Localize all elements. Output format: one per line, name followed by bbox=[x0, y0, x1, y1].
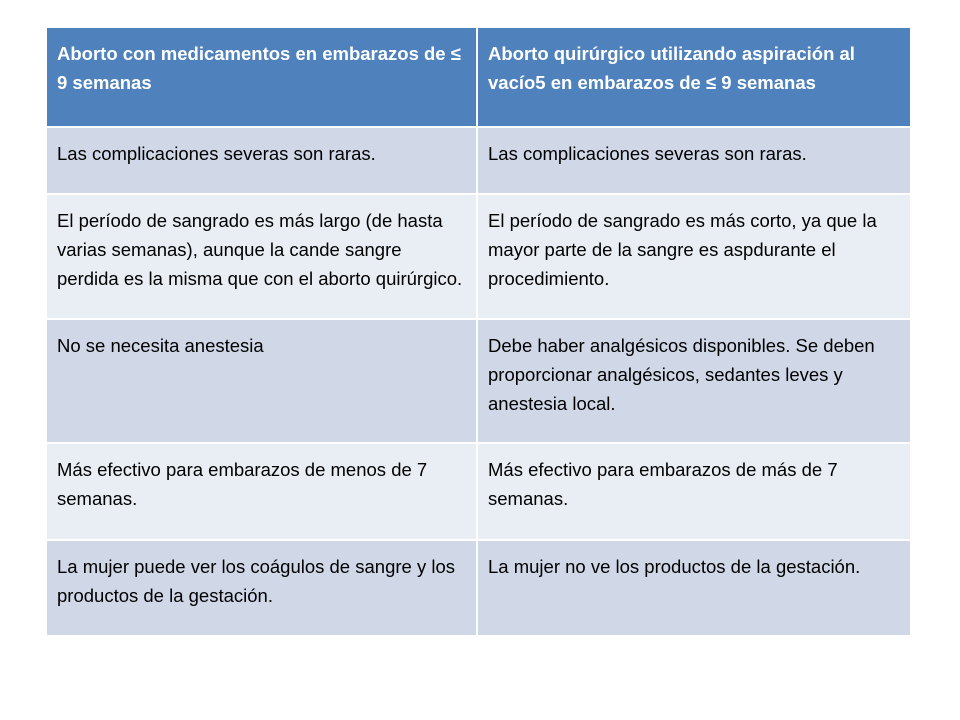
cell-medication: La mujer puede ver los coágulos de sangre y los productos de la gestación. bbox=[46, 540, 477, 636]
cell-medication: No se necesita anestesia bbox=[46, 319, 477, 443]
cell-surgical: Las complicaciones severas son raras. bbox=[477, 127, 911, 194]
table-row bbox=[46, 194, 911, 319]
table-row bbox=[46, 540, 911, 636]
header-surgical-abortion: Aborto quirúrgico utilizando aspiración al vacío5 en embarazos de ≤ 9 semanas bbox=[477, 27, 911, 127]
table-row bbox=[46, 443, 911, 540]
cell-medication: El período de sangrado es más largo (de hasta varias semanas), aunque la cande sangre perdida es la misma que con el aborto quirúrgico. bbox=[46, 194, 477, 319]
table-row bbox=[46, 319, 911, 443]
cell-surgical: Más efectivo para embarazos de más de 7 semanas. bbox=[477, 443, 911, 540]
table-header-row bbox=[46, 27, 911, 127]
cell-surgical: El período de sangrado es más corto, ya que la mayor parte de la sangre es aspdurante el procedimiento. bbox=[477, 194, 911, 319]
cell-medication: Más efectivo para embarazos de menos de 7 semanas. bbox=[46, 443, 477, 540]
table-row bbox=[46, 127, 911, 194]
cell-surgical: Debe haber analgésicos disponibles. Se deben proporcionar analgésicos, sedantes leves y anestesia local. bbox=[477, 319, 911, 443]
cell-medication: Las complicaciones severas son raras. bbox=[46, 127, 477, 194]
comparison-table bbox=[45, 26, 912, 637]
header-medication-abortion: Aborto con medicamentos en embarazos de ≤ 9 semanas bbox=[46, 27, 477, 127]
cell-surgical: La mujer no ve los productos de la gestación. bbox=[477, 540, 911, 636]
